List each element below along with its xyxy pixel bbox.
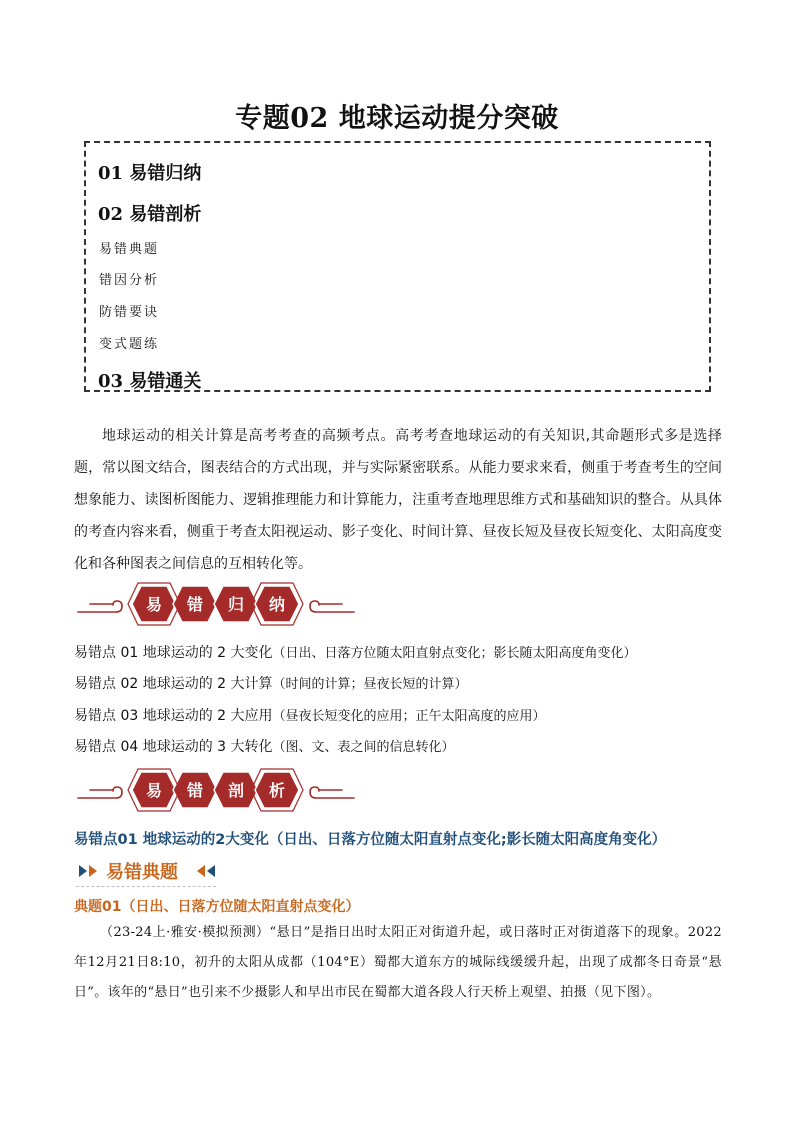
banner1-char-3: 归	[227, 595, 245, 614]
banner-decoration-icon	[76, 582, 356, 626]
error-point-1-title: 易错点 01 地球运动的 2 大变化	[74, 645, 273, 661]
toc-subitem-3[interactable]: 防错要诀	[99, 305, 160, 320]
section-banner-1	[76, 582, 356, 626]
error-point-3-title: 易错点 03 地球运动的 2 大应用	[74, 708, 273, 724]
double-arrow-right-icon	[78, 864, 104, 878]
toc-item-1[interactable]: 01 易错归纳	[98, 163, 202, 184]
error-point-2	[74, 673, 468, 693]
toc-subitem-2[interactable]: 错因分析	[99, 273, 160, 288]
error-point-2-title: 易错点 02 地球运动的 2 大计算	[74, 676, 273, 692]
banner2-char-1: 易	[145, 781, 163, 800]
banner-decoration-icon	[76, 768, 356, 812]
question-text: （23-24上·雅安·模拟预测）“悬日”是指日出时太阳正对街道升起，或日落时正对街道落下的现象。2022年12月21日8:10，初升的太阳从成都（104°E）蜀都大道东方的城际线缓缓升起，出现了成都冬日奇景“悬日”。该年的“悬日”也引来不少摄影人和早出市民在蜀都大道各段人行天桥上观望、拍摄（见下图）。	[74, 925, 722, 1000]
section-heading: 易错点01 地球运动的2大变化（日出、日落方位随太阳直射点变化;影长随太阳高度角变化）	[74, 832, 667, 848]
error-point-4	[74, 736, 455, 756]
toc-item-2[interactable]: 02 易错剖析	[98, 204, 202, 225]
error-point-1	[74, 642, 637, 662]
banner1-char-2: 错	[186, 595, 204, 614]
intro-paragraph: 地球运动的相关计算是高考考查的高频考点。高考考查地球运动的有关知识,其命题形式多是选择题，常以图文结合，图表结合的方式出现，并与实际紧密联系。从能力要求来看，侧重于考查考生的空间想象能力、读图析图能力、逻辑推理能力和计算能力，注重考查地理思维方式和基础知识的整合。从具体的考查内容来看，侧重于考查太阳视运动、影子变化、时间计算、昼夜长短及昼夜长短变化、太阳高度变化和各种图表之间信息的互相转化等。	[74, 428, 722, 572]
page-title: 专题02 地球运动提分突破	[235, 103, 559, 134]
double-arrow-left-icon	[190, 864, 216, 878]
banner2-char-3: 剖	[227, 781, 245, 800]
banner2-char-4: 析	[268, 781, 286, 800]
error-point-3	[74, 705, 546, 725]
error-point-2-detail: （时间的计算；昼夜长短的计算）	[272, 677, 468, 692]
example-heading: 典题01（日出、日落方位随太阳直射点变化）	[74, 899, 360, 915]
banner1-char-1: 易	[145, 595, 163, 614]
toc-subitem-4[interactable]: 变式题练	[99, 337, 160, 352]
table-of-contents	[84, 141, 711, 392]
error-point-3-detail: （昼夜长短变化的应用；正午太阳高度的应用）	[272, 709, 546, 724]
banner1-char-4: 纳	[268, 595, 286, 614]
banner2-char-2: 错	[186, 781, 204, 800]
subsection-tag	[76, 856, 216, 887]
error-point-4-detail: （图、文、表之间的信息转化）	[272, 740, 455, 755]
error-point-4-title: 易错点 04 地球运动的 3 大转化	[74, 739, 273, 755]
section-banner-2	[76, 768, 356, 812]
error-point-1-detail: （日出、日落方位随太阳直射点变化；影长随太阳高度角变化）	[272, 646, 637, 661]
toc-subitem-1[interactable]: 易错典题	[99, 242, 160, 257]
subsection-tag-label: 易错典题	[106, 862, 178, 883]
toc-item-3[interactable]: 03 易错通关	[98, 371, 202, 392]
